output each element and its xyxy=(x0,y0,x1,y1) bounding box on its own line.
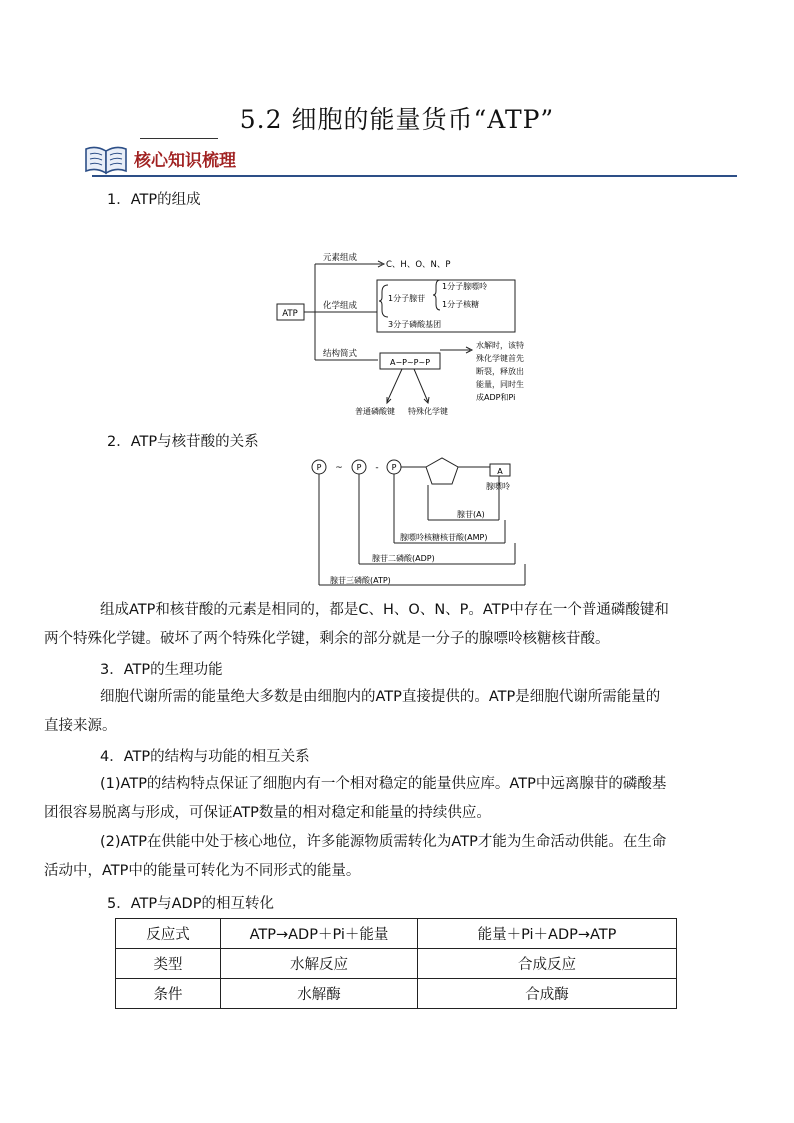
phosphate-p: P xyxy=(316,463,322,472)
table-cell: ATP→ADP＋Pi＋能量 xyxy=(221,919,418,949)
ribose-pentagon xyxy=(426,458,458,484)
phosphate-label: 3分子磷酸基团 xyxy=(388,320,442,329)
paragraph-core-role xyxy=(44,828,725,886)
page-title: 5.2 细胞的能量货币“ATP” xyxy=(239,105,555,134)
branch-elements-label: 元素组成 xyxy=(323,253,358,263)
atp-formula: A−P~P~P xyxy=(389,358,431,367)
table-cell: 能量＋Pi＋ADP→ATP xyxy=(418,919,677,949)
adenine-label: 1分子腺嘌呤 xyxy=(442,282,488,291)
diagram-root-atp: ATP xyxy=(282,309,298,319)
text-line: (1)ATP的结构特点保证了细胞内有一个相对稳定的能量供应库。ATP中远离腺苷的磷酸基 xyxy=(100,776,667,792)
section-banner: 核心知识梳理 xyxy=(134,151,236,171)
conversion-table xyxy=(115,918,677,1009)
phosphate-p: P xyxy=(356,463,362,472)
text-line: 团很容易脱离与形成，可保证ATP数量的相对稳定和能量的持续供应。 xyxy=(44,805,491,821)
adenine-a: A xyxy=(497,467,503,476)
hydrolysis-note-line: 能量，同时生 xyxy=(476,380,524,389)
heading-atp-nucleotide: 2．ATP与核苷酸的关系 xyxy=(107,434,259,450)
special-bond-tilde: - xyxy=(375,463,379,473)
title-underline xyxy=(140,138,218,139)
text-line: 两个特殊化学键。破坏了两个特殊化学键，剩余的部分就是一分子的腺嘌呤核糖核苷酸。 xyxy=(44,631,610,647)
adenosine-label: 1分子腺苷 xyxy=(388,294,426,303)
paragraph-function xyxy=(44,683,725,741)
heading-atp-adp-conversion: 5．ATP与ADP的相互转化 xyxy=(107,896,274,912)
banner-rule xyxy=(92,175,737,177)
heading-physiological-function: 3．ATP的生理功能 xyxy=(100,662,223,678)
normal-bond-label: 普通磷酸键 xyxy=(355,407,395,416)
adenosine-label: 腺苷(A) xyxy=(457,510,485,519)
text-line: 组成ATP和核苷酸的元素是相同的，都是C、H、O、N、P。ATP中存在一个普通磷酸键和 xyxy=(100,602,669,618)
atp-composition-diagram xyxy=(270,240,540,420)
table-cell: 合成酶 xyxy=(418,979,677,1009)
hydrolysis-note-line: 殊化学键首先 xyxy=(476,354,524,363)
table-cell: 条件 xyxy=(116,979,221,1009)
branch-structure-label: 结构简式 xyxy=(323,349,358,359)
branch-chemical-label: 化学组成 xyxy=(323,301,358,311)
hydrolysis-note-line: 水解时，该特 xyxy=(476,341,524,350)
table-cell: 水解反应 xyxy=(221,949,418,979)
heading-structure-function: 4．ATP的结构与功能的相互关系 xyxy=(100,749,310,765)
elements-value: C、H、O、N、P xyxy=(386,260,451,270)
hydrolysis-note-line: 成ADP和Pi xyxy=(476,393,516,402)
table-cell: 类型 xyxy=(116,949,221,979)
text-line: 细胞代谢所需的能量绝大多数是由细胞内的ATP直接提供的。ATP是细胞代谢所需能量的 xyxy=(100,689,661,705)
heading-atp-composition: 1．ATP的组成 xyxy=(107,192,201,208)
atp-label: 腺苷三磷酸(ATP) xyxy=(330,576,391,585)
ribose-label: 1分子核糖 xyxy=(442,300,480,309)
table-cell: 水解酶 xyxy=(221,979,418,1009)
table-row xyxy=(116,979,677,1009)
adenine-label: 腺嘌呤 xyxy=(486,482,510,491)
table-row xyxy=(116,949,677,979)
paragraph-structure xyxy=(44,770,725,828)
special-bond-tilde: ~ xyxy=(335,463,343,473)
table-cell: 合成反应 xyxy=(418,949,677,979)
text-line: (2)ATP在供能中处于核心地位，许多能源物质需转化为ATP才能为生命活动供能。在生命 xyxy=(100,834,667,850)
amp-label: 腺嘌呤核糖核苷酸(AMP) xyxy=(400,533,488,542)
atp-nucleotide-diagram xyxy=(300,452,540,592)
text-line: 活动中，ATP中的能量可转化为不同形式的能量。 xyxy=(44,863,361,879)
table-row xyxy=(116,919,677,949)
open-book-icon xyxy=(82,141,130,177)
adp-label: 腺苷二磷酸(ADP) xyxy=(372,554,435,563)
special-bond-label: 特殊化学键 xyxy=(408,407,448,416)
table-cell: 反应式 xyxy=(116,919,221,949)
phosphate-p: P xyxy=(391,463,397,472)
text-line: 直接来源。 xyxy=(44,718,117,734)
hydrolysis-note-line: 断裂，释放出 xyxy=(476,367,524,376)
paragraph-composition xyxy=(44,596,725,654)
